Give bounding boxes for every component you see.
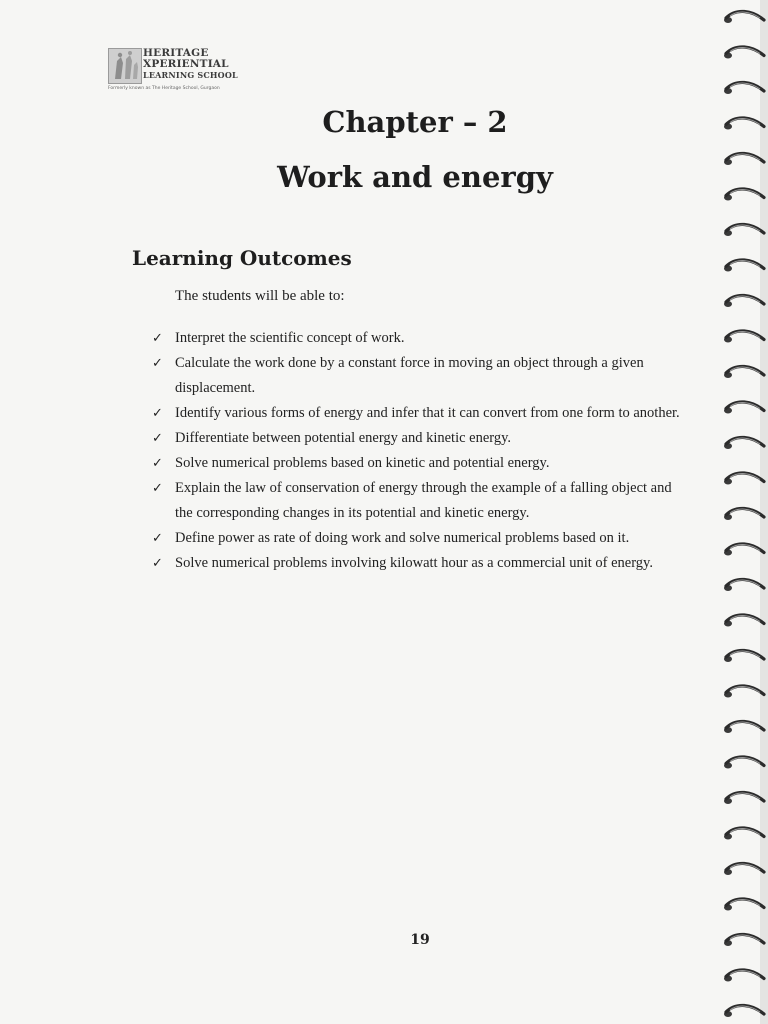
- spiral-binding-graphic: [722, 0, 768, 1024]
- binding-coil: [726, 118, 764, 127]
- binding-coil: [726, 1005, 764, 1014]
- check-icon: ✓: [152, 481, 163, 496]
- binding-coil: [726, 615, 764, 624]
- list-item-text: Solve numerical problems based on kinetic and potential energy.: [175, 455, 550, 471]
- check-icon: ✓: [152, 331, 163, 346]
- binding-coil: [726, 366, 764, 375]
- binding-coil: [726, 934, 764, 943]
- list-item: [152, 351, 692, 401]
- list-item: [152, 526, 692, 551]
- binding-coil: [726, 47, 764, 56]
- school-logo: [108, 48, 258, 98]
- binding-coil: [726, 721, 764, 730]
- binding-coil: [726, 970, 764, 979]
- school-name: [143, 48, 238, 81]
- binding-coil: [726, 899, 764, 908]
- check-icon: ✓: [152, 556, 163, 571]
- binding-coil: [726, 828, 764, 837]
- binding-coil: [726, 579, 764, 588]
- check-icon: ✓: [152, 531, 163, 546]
- list-item-text: Interpret the scientific concept of work.: [175, 330, 405, 346]
- school-name-line-3: LEARNING SCHOOL: [143, 70, 238, 80]
- learning-outcomes-list: [152, 326, 692, 576]
- binding-coil: [726, 437, 764, 446]
- list-item-text: Calculate the work done by a constant force in moving an object through a given displacement.: [175, 355, 644, 396]
- check-icon: ✓: [152, 431, 163, 446]
- page-number: 19: [410, 932, 430, 948]
- binding-coil: [726, 260, 764, 269]
- binding-coil: [726, 650, 764, 659]
- school-name-line-2: XPERIENTIAL: [143, 58, 229, 70]
- list-item-text: Identify various forms of energy and infer that it can convert from one form to another.: [175, 405, 680, 421]
- list-item: [152, 476, 692, 526]
- binding-coil: [726, 544, 764, 553]
- binding-coil: [726, 863, 764, 872]
- list-item: [152, 401, 692, 426]
- list-item: [152, 326, 692, 351]
- school-emblem-icon: [108, 48, 142, 84]
- binding-coil: [726, 508, 764, 517]
- list-item: [152, 426, 692, 451]
- list-item-text: Differentiate between potential energy and kinetic energy.: [175, 430, 512, 446]
- binding-coil: [726, 11, 764, 20]
- spiral-binding: [722, 0, 768, 1024]
- binding-coil: [726, 402, 764, 411]
- list-item-text: Explain the law of conservation of energy through the example of a falling object and the corresponding changes in its potential and kinetic energy.: [175, 480, 672, 521]
- logo-caption: Formerly known as The Heritage School, Gurgaon: [108, 86, 220, 91]
- list-item-text: Define power as rate of doing work and solve numerical problems based on it.: [175, 530, 630, 546]
- binding-coil: [726, 189, 764, 198]
- list-item: [152, 551, 692, 576]
- section-intro: The students will be able to:: [175, 288, 345, 304]
- section-heading: Learning Outcomes: [132, 246, 352, 270]
- binding-coil: [726, 331, 764, 340]
- binding-coil: [726, 473, 764, 482]
- binding-coil: [726, 686, 764, 695]
- check-icon: ✓: [152, 406, 163, 421]
- check-icon: ✓: [152, 456, 163, 471]
- school-name-line-1: HERITAGE: [143, 47, 209, 59]
- binding-coil: [726, 757, 764, 766]
- binding-coil: [726, 792, 764, 801]
- chapter-number: Chapter – 2: [322, 105, 508, 139]
- binding-coil: [726, 153, 764, 162]
- binding-coil: [726, 295, 764, 304]
- list-item: [152, 451, 692, 476]
- binding-coil: [726, 82, 764, 91]
- binding-coil: [726, 224, 764, 233]
- check-icon: ✓: [152, 356, 163, 371]
- list-item-text: Solve numerical problems involving kilowatt hour as a commercial unit of energy.: [175, 555, 653, 571]
- chapter-title: Work and energy: [277, 160, 553, 194]
